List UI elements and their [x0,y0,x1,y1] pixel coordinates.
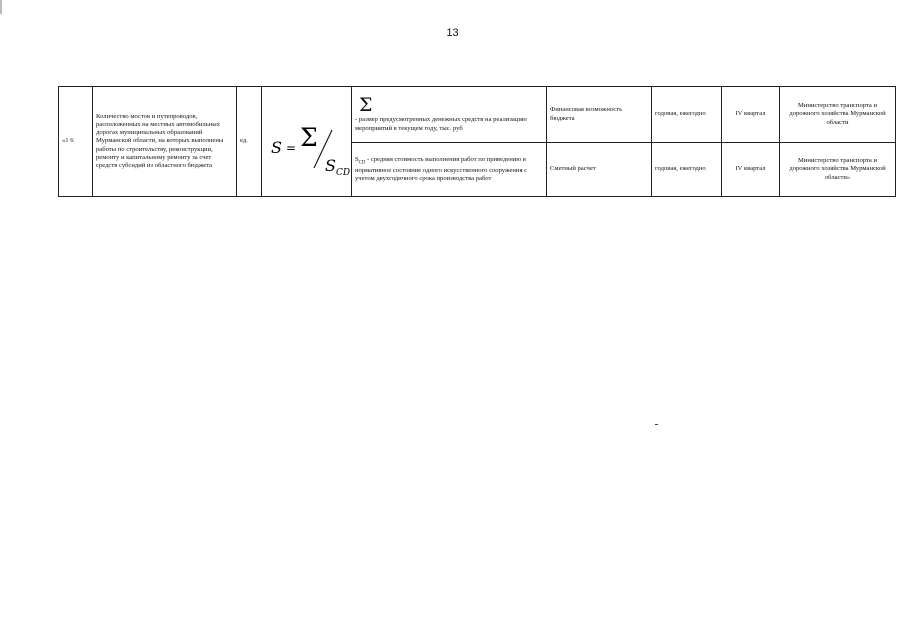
responsible-body: Министерство транспорта и дорожного хозяйства Мурманской области [780,87,896,143]
component-description-text: - размер предусмотренных денежных средств на реализацию мероприятий в текущем году, тыс. руб [355,116,527,132]
component-description [352,143,547,197]
deadline: IV квартал [722,143,780,197]
component-description-text: - средняя стоимость выполнения работ по приведению в нормативное состояние одного искусственного сооружения с учетом двухгодичного срока производства работ [355,156,528,182]
formula-denominator: S [325,155,336,175]
indicator-number: «1 6 [59,87,93,197]
formula-lhs: S [271,137,282,157]
table-row [59,87,896,143]
formula-sigma: Σ [300,122,318,152]
scan-speck [655,424,658,425]
component-symbol: S [355,156,359,164]
data-source: Финансовая возможность бюджета [547,87,652,143]
indicator-name: Количество мостов и путепроводов, расположенных на местных автомобильных дорогах муниципальных образований Мурманской области, на которых выполнены работы по строительству, реконструкции, ремонту и капитальному ремонту за счет средств субсидий из областного бюджета [93,87,237,197]
formula-cell [262,87,352,197]
indicator-table [58,86,896,197]
formula-denominator-sub: CD [336,167,351,178]
scan-edge-mark [0,0,2,14]
component-description [352,87,547,143]
periodicity: годовая, ежегодно [652,143,722,197]
formula-equals: = [286,140,297,155]
responsible-body: Министерство транспорта и дорожного хозяйства Мурманской области» [780,143,896,197]
page-number: 13 [446,27,459,39]
component-symbol: Σ [359,94,373,117]
unit-of-measure: ед. [237,87,262,197]
deadline: IV квартал [722,87,780,143]
data-source: Сметный расчет [547,143,652,197]
formula [265,102,352,182]
periodicity: годовая, ежегодно [652,87,722,143]
component-symbol-sub: CD [358,160,366,166]
